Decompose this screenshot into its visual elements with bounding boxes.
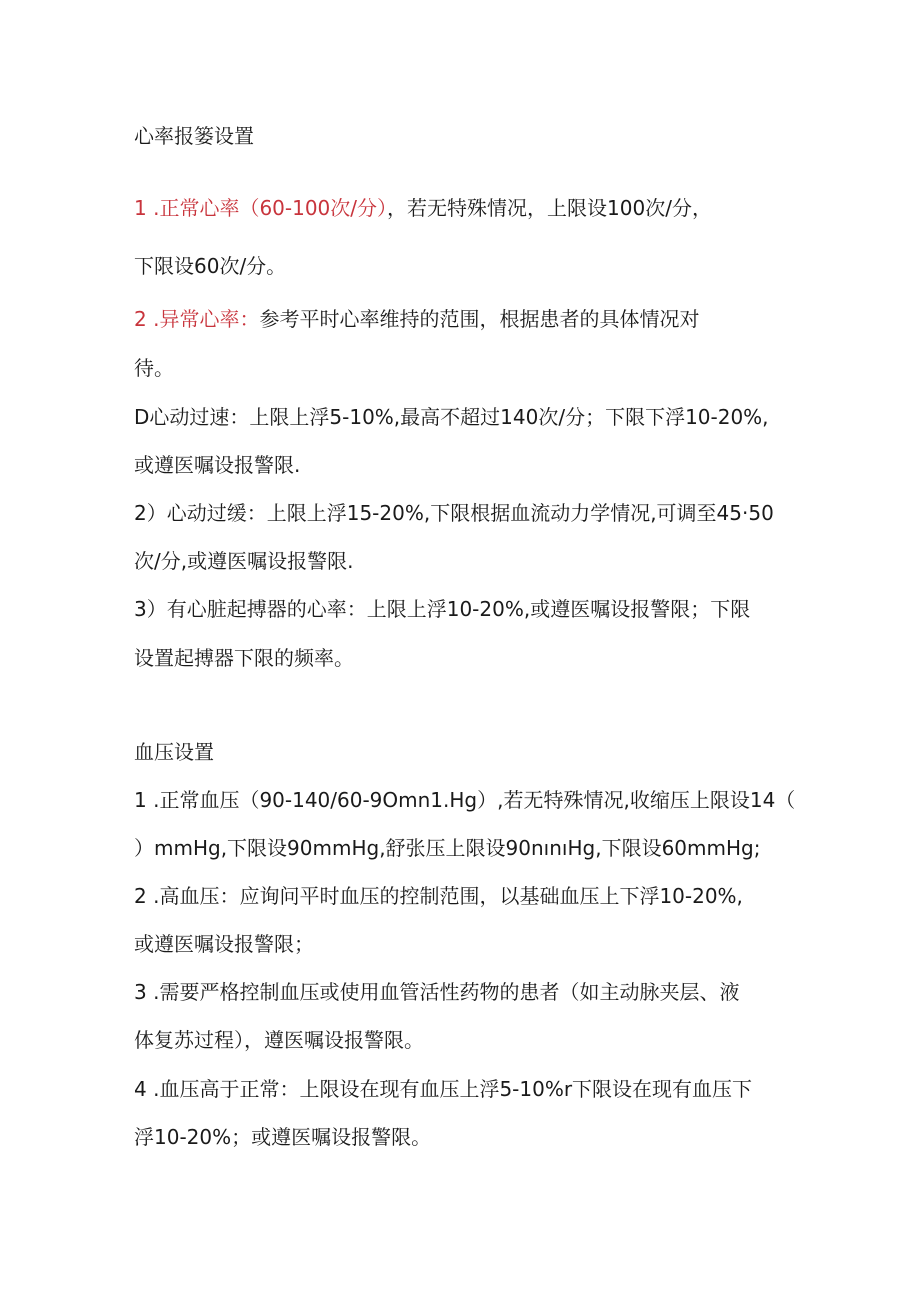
- heart-rate-item-1-cont: 下限设60次/分。: [134, 254, 287, 278]
- tachycardia-line-1: D心动过速：上限上浮5-10%,最高不超过140次/分；下限下浮10-20%,: [134, 405, 769, 429]
- bp-item-2-line-1: 2 .高血压：应询问平时血压的控制范围，以基础血压上下浮10-20%,: [134, 884, 743, 908]
- bp-item-2-line-2: 或遵医嘱设报警限；: [134, 932, 314, 956]
- pacemaker-line-1: 3）有心脏起搏器的心率：上限上浮10-20%,或遵医嘱设报警限；下限: [134, 597, 751, 621]
- heart-rate-item-2-text: 参考平时心率维持的范围，根据患者的具体情况对: [259, 307, 700, 331]
- bradycardia-line-1: 2）心动过缓：上限上浮15-20%,下限根据血流动力学情况,可调至45·50: [134, 501, 774, 525]
- bp-item-3-line-2: 体复苏过程），遵医嘱设报警限。: [134, 1028, 424, 1052]
- bp-item-1-line-2: ）mmHg,下限设90mmHg,舒张压上限设90nınıHg,下限设60mmHg;: [134, 836, 761, 860]
- bradycardia-line-2: 次/分,或遵医嘱设报警限.: [134, 549, 354, 573]
- tachycardia-line-2: 或遵医嘱设报警限.: [134, 453, 301, 477]
- heart-rate-item-1-text: ，若无特殊情况，上限设100次/分，: [387, 196, 712, 220]
- heart-rate-item-2-cont: 待。: [134, 356, 174, 380]
- heart-rate-section-title: 心率报篓设置: [134, 124, 254, 148]
- heart-rate-item-2-label: 2 .异常心率：: [134, 307, 260, 331]
- blood-pressure-section-title: 血压设置: [134, 740, 214, 764]
- bp-item-1-line-1: 1 .正常血压（90-140/60-9Omn1.Hg）,若无特殊情况,收缩压上限设14（: [134, 788, 796, 812]
- heart-rate-item-1: [134, 194, 712, 222]
- heart-rate-item-2: [134, 305, 699, 333]
- pacemaker-line-2: 设置起搏器下限的频率。: [134, 646, 354, 670]
- heart-rate-item-1-label: 1 .正常心率（60-100次/分）: [134, 196, 388, 220]
- bp-item-3-line-1: 3 .需要严格控制血压或使用血管活性药物的患者（如主动脉夹层、液: [134, 980, 740, 1004]
- bp-item-4-line-2: 浮10-20%；或遵医嘱设报警限。: [134, 1125, 432, 1149]
- bp-item-4-line-1: 4 .血压高于正常：上限设在现有血压上浮5-10%r下限设在现有血压下: [134, 1077, 753, 1101]
